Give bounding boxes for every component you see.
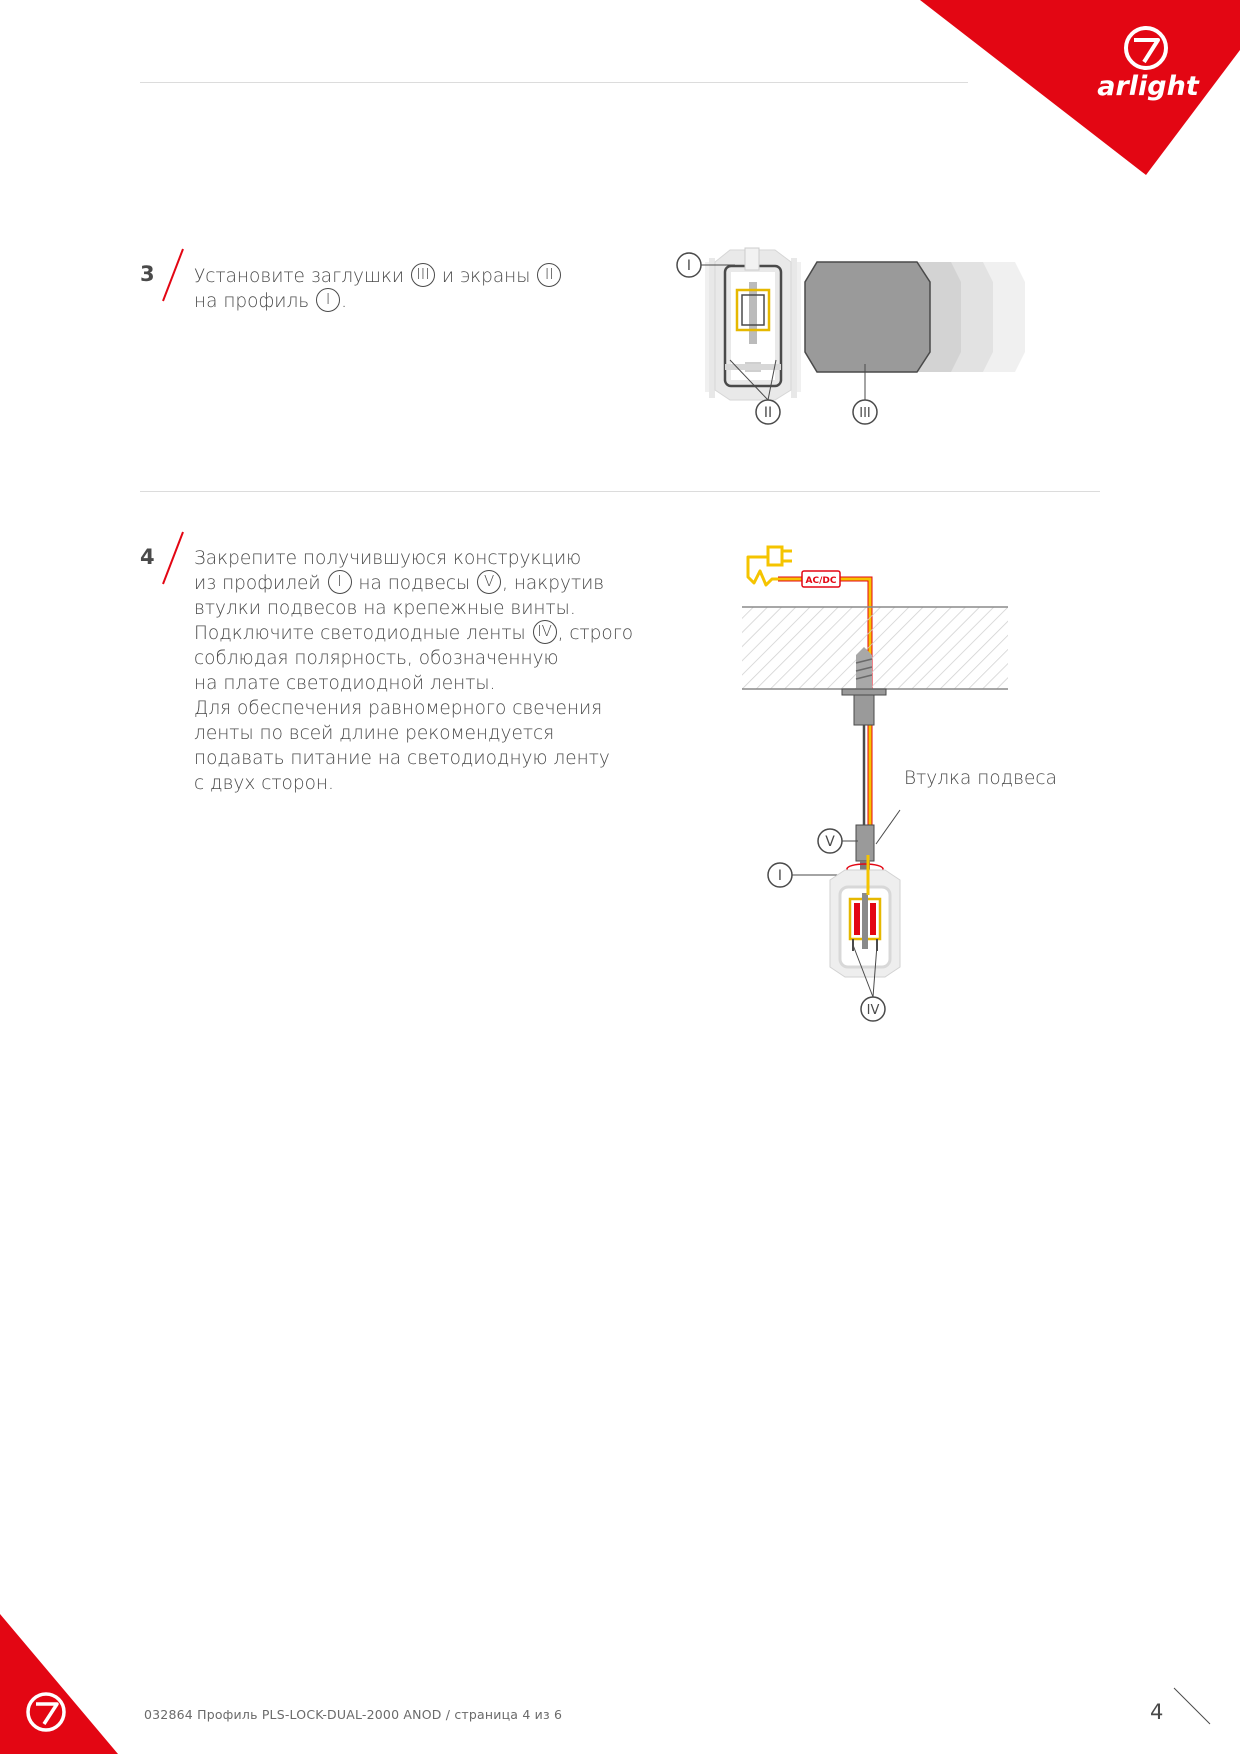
step-3-figure — [675, 240, 1150, 435]
text-line — [194, 289, 562, 314]
step-4-text — [194, 546, 633, 796]
step-3-number: 3 — [140, 262, 155, 286]
callout-reference: III — [411, 263, 435, 287]
logo-wordmark: arlight — [1097, 71, 1199, 102]
callout-III — [853, 400, 877, 424]
text-line — [194, 546, 633, 571]
bushing-label: Втулка подвеса — [904, 768, 1057, 789]
text-line — [194, 771, 633, 796]
page-number: 4 — [1150, 1700, 1164, 1724]
text-run: Закрепите получившуюся конструкцию — [194, 548, 582, 569]
text-run: . — [341, 291, 347, 312]
text-run: и экраны — [436, 266, 537, 287]
profile-cross-section — [830, 855, 900, 977]
callout-reference: V — [477, 570, 501, 594]
text-line — [194, 746, 633, 771]
callout-reference: II — [537, 263, 561, 287]
end-cap — [805, 262, 1025, 400]
text-line — [194, 646, 633, 671]
text-line — [194, 264, 562, 289]
svg-text:I: I — [686, 258, 692, 274]
step-3-slash — [160, 247, 186, 303]
callout-reference: IV — [533, 620, 557, 644]
section-divider — [140, 491, 1100, 492]
text-run: из профилей — [194, 573, 327, 594]
text-line — [194, 596, 633, 621]
top-divider — [140, 82, 968, 83]
brand-corner — [920, 0, 1240, 175]
text-run: соблюдая полярность, обозначенную — [194, 648, 559, 669]
text-run: втулки подвесов на крепежные винты. — [194, 598, 576, 619]
text-run: , накрутив — [502, 573, 605, 594]
ceiling — [742, 607, 1008, 689]
svg-text:V: V — [825, 834, 835, 850]
text-run: на плате светодиодной ленты. — [194, 673, 496, 694]
text-line — [194, 696, 633, 721]
suspension-bushing — [856, 825, 874, 861]
callout-V — [818, 829, 858, 853]
svg-text:IV: IV — [866, 1003, 880, 1018]
acdc-label: AC/DC — [805, 576, 837, 586]
screw — [856, 647, 872, 689]
text-line — [194, 671, 633, 696]
text-run: на профиль — [194, 291, 316, 312]
svg-text:III: III — [859, 406, 871, 421]
text-run: подавать питание на светодиодную ленту — [194, 748, 610, 769]
svg-text:II: II — [763, 405, 773, 421]
text-line — [194, 721, 633, 746]
callout-reference: I — [316, 288, 340, 312]
text-run: Установите заглушки — [194, 266, 410, 287]
callout-reference: I — [328, 570, 352, 594]
profile-cross-section — [705, 248, 801, 400]
text-run: , строго — [557, 623, 634, 644]
step-4-slash — [160, 530, 186, 586]
text-run: на подвесы — [352, 573, 477, 594]
step-4-number: 4 — [140, 545, 155, 569]
svg-text:I: I — [777, 868, 783, 884]
step-3-text — [194, 264, 562, 314]
text-run: Подключите светодиодные ленты — [194, 623, 532, 644]
text-line — [194, 621, 633, 646]
text-run: с двух сторон. — [194, 773, 334, 794]
text-line — [194, 571, 633, 596]
text-run: ленты по всей длине рекомендуется — [194, 723, 555, 744]
step-4-figure — [740, 535, 1040, 1045]
brand-corner-bottom — [0, 1614, 120, 1754]
footer-document-info: 032864 Профиль PLS-LOCK-DUAL-2000 ANOD / страница 4 из 6 — [144, 1707, 563, 1722]
text-run: Для обеспечения равномерного свечения — [194, 698, 603, 719]
page-number-slash — [1172, 1686, 1212, 1726]
